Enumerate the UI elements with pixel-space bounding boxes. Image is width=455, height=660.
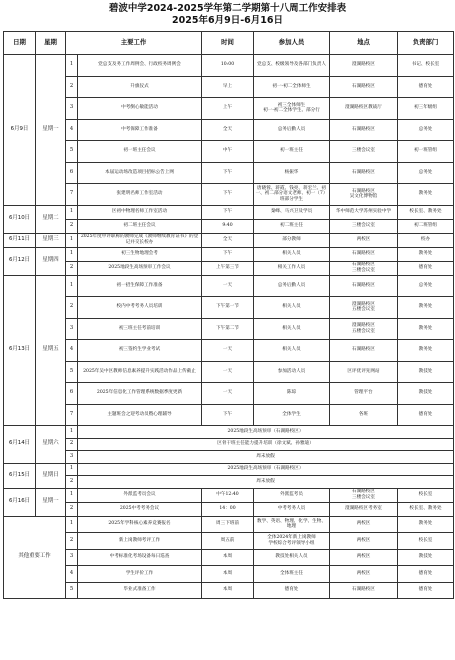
task-cell: 新上岗教师考评工作 xyxy=(78,533,202,550)
row-number: 1 xyxy=(66,247,78,261)
dept-cell: 教务处 xyxy=(398,318,454,340)
place-cell: 澄湖路校区考务室 xyxy=(330,502,398,516)
header-task: 主要工作 xyxy=(66,32,202,55)
time-cell: 一天 xyxy=(202,361,254,383)
place-cell: 石湖路校区 xyxy=(330,119,398,141)
row-number: 4 xyxy=(66,340,78,362)
table-row xyxy=(4,516,454,533)
dept-cell: 教务处 xyxy=(398,340,454,362)
table-row xyxy=(4,438,454,451)
weekday-cell: 星期一 xyxy=(36,488,66,516)
people-cell: 相关工作人员 xyxy=(254,261,330,275)
table-row xyxy=(4,205,454,219)
row-number: 1 xyxy=(66,205,78,219)
time-cell: 下午 xyxy=(202,247,254,261)
table-row xyxy=(4,219,454,233)
place-cell: 华中师范大学苏州实验中学 xyxy=(330,205,398,219)
table-row xyxy=(4,383,454,405)
dept-cell: 教务处 xyxy=(398,184,454,206)
row-number: 5 xyxy=(66,141,78,163)
dept-cell: 总务处 xyxy=(398,162,454,184)
place-cell: 石湖路校区 xyxy=(330,275,398,297)
place-cell: 两校区 xyxy=(330,549,398,566)
place-cell: 石湖路校区 xyxy=(330,162,398,184)
header-weekday: 星期 xyxy=(36,32,66,55)
people-cell: 相关人员 xyxy=(254,297,330,319)
table-row xyxy=(4,297,454,319)
people-cell: 全体2024年新上岗教师 学校综合考评领导小组 xyxy=(254,533,330,550)
time-cell: 本周 xyxy=(202,549,254,566)
dept-cell: 教务处 xyxy=(398,247,454,261)
row-number: 2 xyxy=(66,261,78,275)
people-cell: 相关人员 xyxy=(254,340,330,362)
date-cell: 6月16日 xyxy=(4,488,36,516)
time-cell: 周五前 xyxy=(202,533,254,550)
time-cell: 下午 xyxy=(202,404,254,426)
task-cell: 党总支及务工作周例会、行政校务周例会 xyxy=(78,55,202,77)
header-date: 日期 xyxy=(4,32,36,55)
dept-cell: 总务处 xyxy=(398,119,454,141)
table-row xyxy=(4,463,454,476)
table-row xyxy=(4,533,454,550)
time-cell: 一天 xyxy=(202,383,254,405)
people-cell: 秦峰、马兴卫及学员 xyxy=(254,205,330,219)
task-cell: 2025年信息化工作管理系统数据季度更新 xyxy=(78,383,202,405)
merged-task-cell: 2025地段生高场预审（石湖路校区） xyxy=(78,426,454,439)
people-cell: 教技处相关人员 xyxy=(254,549,330,566)
schedule-page xyxy=(1,1,454,658)
row-number: 5 xyxy=(66,361,78,383)
weekday-cell: 星期四 xyxy=(36,247,66,275)
table-row xyxy=(4,76,454,98)
row-number: 2 xyxy=(66,219,78,233)
dept-cell: 校长室、教务处 xyxy=(398,205,454,219)
people-cell: 相关人员 xyxy=(254,318,330,340)
table-row xyxy=(4,451,454,464)
dept-cell: 初三年级组 xyxy=(398,98,454,120)
people-cell: 初一-初二全体师生 xyxy=(254,76,330,98)
table-row xyxy=(4,233,454,247)
schedule-body xyxy=(4,55,454,599)
place-cell: 石湖路校区 三楼会议室 xyxy=(330,261,398,275)
row-number: 1 xyxy=(66,55,78,77)
row-number: 4 xyxy=(66,119,78,141)
header-time: 时间 xyxy=(202,32,254,55)
task-cell: 中考标准化考场设备每日巡查 xyxy=(78,549,202,566)
table-row xyxy=(4,426,454,439)
task-cell: 毕业式准备工作 xyxy=(78,582,202,599)
dept-cell: 德育处 xyxy=(398,76,454,98)
place-cell: 区评优评先网站 xyxy=(330,361,398,383)
task-cell: 初一班主任会议 xyxy=(78,141,202,163)
time-cell: 早上 xyxy=(202,76,254,98)
date-cell: 6月13日 xyxy=(4,275,36,426)
task-cell: 学生评价工作 xyxy=(78,566,202,583)
time-cell: 全天 xyxy=(202,233,254,247)
row-number: 6 xyxy=(66,162,78,184)
people-cell: 中考考务人员 xyxy=(254,502,330,516)
row-number: 3 xyxy=(66,451,78,464)
time-cell: 一天 xyxy=(202,275,254,297)
place-cell: 石湖路校区 xyxy=(330,247,398,261)
time-cell: 下午 xyxy=(202,205,254,219)
task-cell: 区初中物理名师工作室活动 xyxy=(78,205,202,219)
dept-cell: 德育处 xyxy=(398,582,454,599)
task-cell: 中考倒心敏能活动 xyxy=(78,98,202,120)
row-number: 2 xyxy=(66,502,78,516)
header-row xyxy=(4,32,454,55)
header-dept: 负责部门 xyxy=(398,32,454,55)
time-cell: 中午12:40 xyxy=(202,488,254,502)
table-row xyxy=(4,549,454,566)
place-cell: 石湖路校区 吴文化博物馆 xyxy=(330,184,398,206)
date-cell: 6月9日 xyxy=(4,55,36,206)
people-cell: 部分教师 xyxy=(254,233,330,247)
weekday-cell: 星期一 xyxy=(36,55,66,206)
dept-cell: 教技处 xyxy=(398,383,454,405)
task-cell: 外派监考员会议 xyxy=(78,488,202,502)
merged-task-cell: 区骨干班主任能力提升培训（徐文斌、孙雅迪） xyxy=(78,438,454,451)
place-cell: 澄湖路校区教战厅 xyxy=(330,98,398,120)
other-work-label: 其他重要工作 xyxy=(4,516,66,599)
table-row xyxy=(4,98,454,120)
time-cell: 9:40 xyxy=(202,219,254,233)
table-row xyxy=(4,162,454,184)
time-cell: 10:00 xyxy=(202,55,254,77)
weekday-cell: 星期二 xyxy=(36,205,66,233)
table-row xyxy=(4,318,454,340)
task-cell: 校内中考考务人员培训 xyxy=(78,297,202,319)
people-cell: 总务后勤人员 xyxy=(254,119,330,141)
time-cell: 本周 xyxy=(202,582,254,599)
merged-task-cell: 周末放假 xyxy=(78,476,454,489)
table-row xyxy=(4,566,454,583)
people-cell: 全体学生 xyxy=(254,404,330,426)
row-number: 2 xyxy=(66,76,78,98)
place-cell: 石湖路校区 xyxy=(330,76,398,98)
task-cell: 主题班会之迎考动员暨心理辅导 xyxy=(78,404,202,426)
time-cell: 中午 xyxy=(202,141,254,163)
time-cell: 14：00 xyxy=(202,502,254,516)
time-cell: 一天 xyxy=(202,340,254,362)
place-cell: 两校区 xyxy=(330,566,398,583)
row-number: 2 xyxy=(66,297,78,319)
place-cell: 两校区 xyxy=(330,233,398,247)
dept-cell: 教务处 xyxy=(398,297,454,319)
table-row xyxy=(4,55,454,77)
date-cell: 6月10日 xyxy=(4,205,36,233)
time-cell: 下午 xyxy=(202,162,254,184)
row-number: 1 xyxy=(66,488,78,502)
people-cell: 唐晓蓉、蒋霞、钱亮、蒋宏兰、初一、初二部分语文老师、初一（7）班部分学生 xyxy=(254,184,330,206)
date-cell: 6月15日 xyxy=(4,463,36,488)
table-row xyxy=(4,488,454,502)
task-cell: 升旗仪式 xyxy=(78,76,202,98)
merged-task-cell: 周末放假 xyxy=(78,451,454,464)
dept-cell: 德育处 xyxy=(398,566,454,583)
weekday-cell: 星期日 xyxy=(36,463,66,488)
task-cell: 中考保障工作准备 xyxy=(78,119,202,141)
date-cell: 6月14日 xyxy=(4,426,36,464)
task-cell: 初三生物地理会考 xyxy=(78,247,202,261)
place-cell: 石湖路校区 xyxy=(330,582,398,599)
row-number: 4 xyxy=(66,566,78,583)
place-cell: 三楼会议室 xyxy=(330,141,398,163)
table-row xyxy=(4,119,454,141)
date-cell: 6月12日 xyxy=(4,247,36,275)
place-cell: 石湖路校区 三楼会议室 xyxy=(330,488,398,502)
header-people: 参加人员 xyxy=(254,32,330,55)
place-cell: 澄湖路校区 xyxy=(330,55,398,77)
table-row xyxy=(4,476,454,489)
people-cell: 初二班主任 xyxy=(254,219,330,233)
task-cell: 2025年度申评职称的教师完成《教师继续教育证书》的登记并交长校办 xyxy=(78,233,202,247)
row-number: 2 xyxy=(66,533,78,550)
row-number: 3 xyxy=(66,98,78,120)
dept-cell: 校长室 xyxy=(398,488,454,502)
dept-cell: 教务处 xyxy=(398,516,454,533)
table-row xyxy=(4,340,454,362)
dept-cell: 德育处 xyxy=(398,261,454,275)
row-number: 2 xyxy=(66,476,78,489)
dept-cell: 教技处 xyxy=(398,549,454,566)
people-cell: 德育处 xyxy=(254,582,330,599)
place-cell: 管理平台 xyxy=(330,383,398,405)
people-cell: 外派监考员 xyxy=(254,488,330,502)
dept-cell: 总务处 xyxy=(398,275,454,297)
dept-cell: 校长室 xyxy=(398,533,454,550)
table-row xyxy=(4,404,454,426)
row-number: 7 xyxy=(66,184,78,206)
table-row xyxy=(4,582,454,599)
task-cell: 2025年吴中区教师信息素养提升实践活动作品上传截止 xyxy=(78,361,202,383)
document-title xyxy=(1,3,454,27)
dept-cell: 初二班管组 xyxy=(398,219,454,233)
row-number: 5 xyxy=(66,582,78,599)
task-cell: 本届运动场改造项目招标公告上网 xyxy=(78,162,202,184)
merged-task-cell: 2025地段生高场预审（石湖路校区） xyxy=(78,463,454,476)
task-cell: 2025地段生高场预审工作会议 xyxy=(78,261,202,275)
row-number: 1 xyxy=(66,426,78,439)
task-cell: 初三签约生学业考试 xyxy=(78,340,202,362)
people-cell: 初一班主任 xyxy=(254,141,330,163)
time-cell: 全天 xyxy=(202,119,254,141)
row-number: 6 xyxy=(66,383,78,405)
weekday-cell: 星期三 xyxy=(36,233,66,247)
row-number: 1 xyxy=(66,275,78,297)
task-cell: 初一招生保障工作准备 xyxy=(78,275,202,297)
row-number: 2 xyxy=(66,438,78,451)
place-cell: 澄湖路校区 五楼会议室 xyxy=(330,318,398,340)
table-row xyxy=(4,502,454,516)
place-cell: 两校区 xyxy=(330,533,398,550)
people-cell: 参加活动人员 xyxy=(254,361,330,383)
row-number: 3 xyxy=(66,318,78,340)
people-cell: 陈琼 xyxy=(254,383,330,405)
task-cell: 2025中考考务会议 xyxy=(78,502,202,516)
place-cell: 三楼会议室 xyxy=(330,219,398,233)
people-cell: 数学、英语、物理、化学、生物、地理 xyxy=(254,516,330,533)
row-number: 1 xyxy=(66,463,78,476)
task-cell: 2025年学科核心素养竞赛报名 xyxy=(78,516,202,533)
table-row xyxy=(4,247,454,261)
time-cell: 下午 xyxy=(202,184,254,206)
place-cell: 澄湖路校区 五楼会议室 xyxy=(330,297,398,319)
dept-cell: 校长室、教务处 xyxy=(398,502,454,516)
dept-cell: 校办 xyxy=(398,233,454,247)
table-row xyxy=(4,275,454,297)
people-cell: 相关人员 xyxy=(254,247,330,261)
schedule-table xyxy=(3,31,454,599)
dept-cell: 教技处 xyxy=(398,361,454,383)
weekday-cell: 星期五 xyxy=(36,275,66,426)
time-cell: 下午第一节 xyxy=(202,297,254,319)
place-cell: 各班 xyxy=(330,404,398,426)
time-cell: 周三下班前 xyxy=(202,516,254,533)
table-row xyxy=(4,141,454,163)
task-cell: 初三班主任考前培训 xyxy=(78,318,202,340)
people-cell: 杨振华 xyxy=(254,162,330,184)
place-cell: 两校区 xyxy=(330,516,398,533)
people-cell: 初三全体师生 初一-初二全体学生、部分行 xyxy=(254,98,330,120)
row-number: 1 xyxy=(66,516,78,533)
place-cell: 石湖路校区 xyxy=(330,340,398,362)
dept-cell: 德育处 xyxy=(398,404,454,426)
row-number: 3 xyxy=(66,549,78,566)
title-line-2: 2025年6月9日-6月16日 xyxy=(172,15,283,26)
time-cell: 上午 xyxy=(202,98,254,120)
header-place: 地点 xyxy=(330,32,398,55)
weekday-cell: 星期六 xyxy=(36,426,66,464)
time-cell: 上午第三节 xyxy=(202,261,254,275)
dept-cell: 初一班管组 xyxy=(398,141,454,163)
title-line-1: 碧波中学2024-2025学年第二学期第十八周工作安排表 xyxy=(108,3,347,14)
task-cell: 张建明名师工作室活动 xyxy=(78,184,202,206)
dept-cell: 书记、校长室 xyxy=(398,55,454,77)
task-cell: 初二班主任会议 xyxy=(78,219,202,233)
row-number: 7 xyxy=(66,404,78,426)
row-number: 1 xyxy=(66,233,78,247)
table-row xyxy=(4,361,454,383)
people-cell: 总务后勤人员 xyxy=(254,275,330,297)
time-cell: 下午第二节 xyxy=(202,318,254,340)
people-cell: 全体班主任 xyxy=(254,566,330,583)
table-row xyxy=(4,261,454,275)
table-row xyxy=(4,184,454,206)
date-cell: 6月11日 xyxy=(4,233,36,247)
people-cell: 党总支、校级领导及各部门负责人 xyxy=(254,55,330,77)
time-cell: 本周 xyxy=(202,566,254,583)
